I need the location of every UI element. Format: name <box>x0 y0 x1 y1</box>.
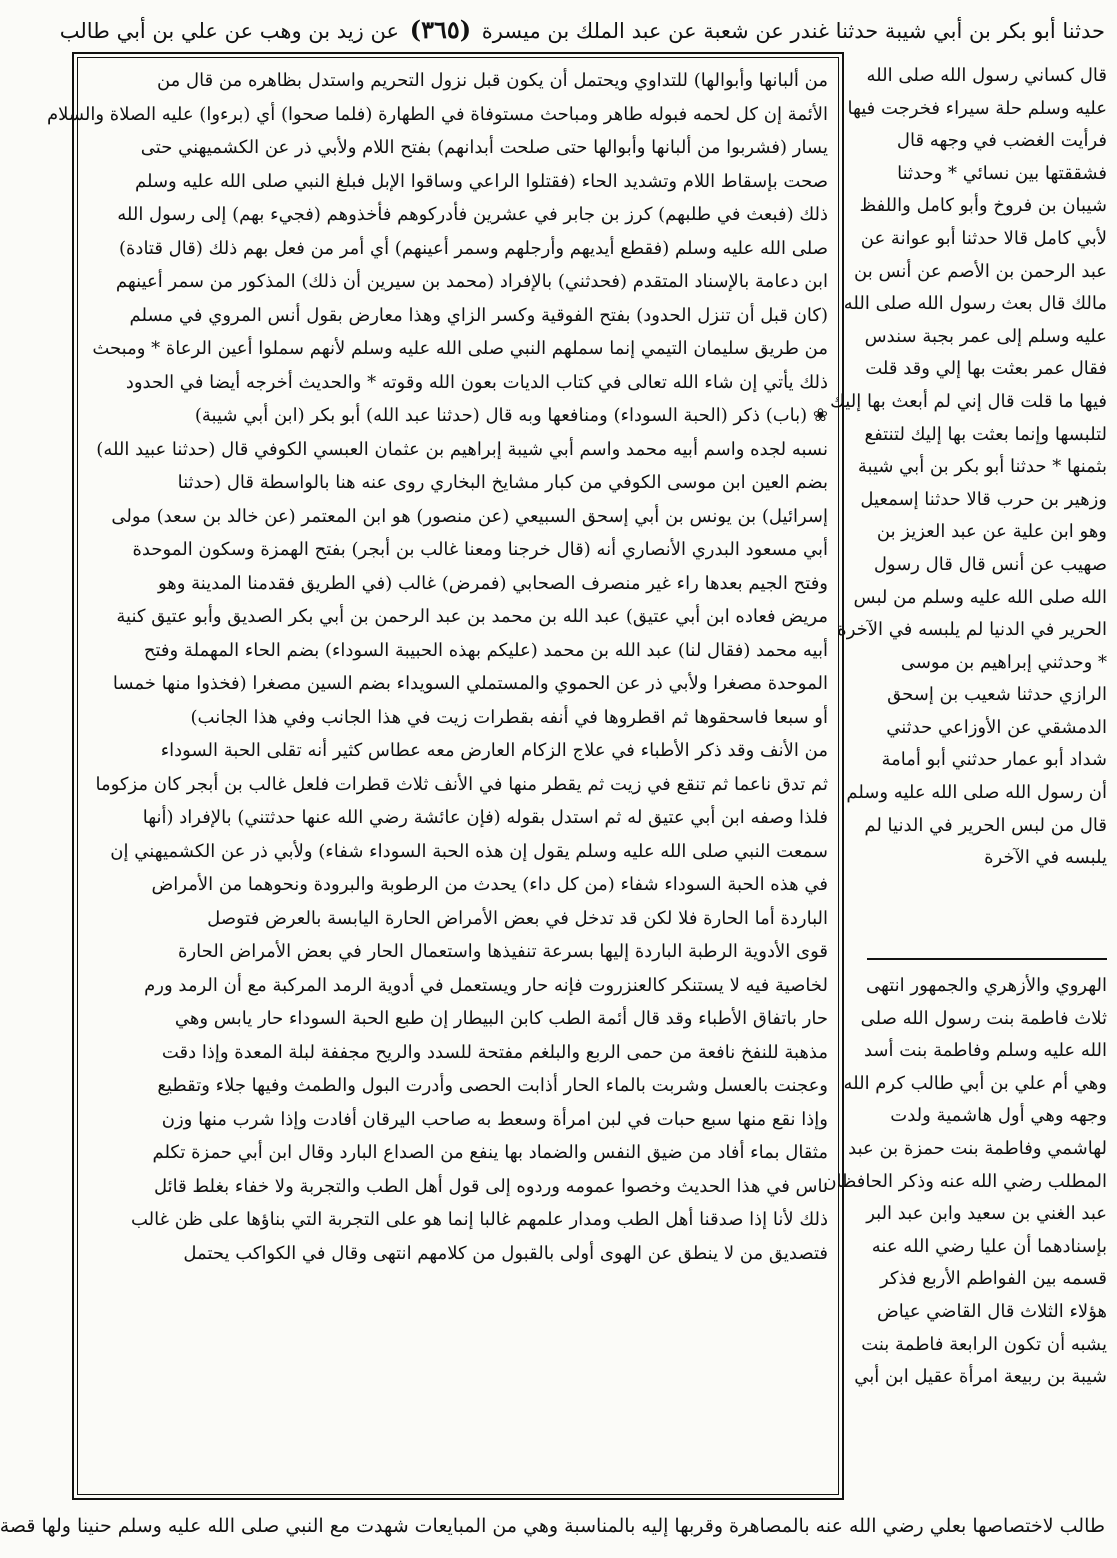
commentary-line: الأئمة إن كل لحمه فبوله طاهر ومباحث مستوفاة في الطهارة (فلما صحوا) أي (برءوا) عليه الصلاة والسلام <box>46 103 828 125</box>
note-line: عبد الغني بن سعيد وابن عبد البر <box>866 1203 1107 1225</box>
commentary-line: مثقال بماء أفاد من ضيق النفس والضماد بها ينفع من الصداع البارد وقال ابن أبي حمزة تكلم <box>152 1142 828 1163</box>
commentary-line: وفتح الجيم بعدها راء غير منصرف الصحابي (فمرض) غالب (في الطريق فقدمنا المدينة وهو <box>157 572 828 594</box>
commentary-line: ذلك (فبعث في طلبهم) كرز بن جابر في عشرين فأدركوهم فأخذوهم (فجيء بهم) إلى رسول الله <box>117 204 828 225</box>
commentary-line: من ألبانها وأبوالها) للتداوي ويحتمل أن يكون قبل نزول التحريم واستدل بظاهره من قال من <box>156 70 828 91</box>
commentary-line: ذلك لأنا إذا صدقنا أهل الطب ومدار علمهم غالبا إنما هو على التجربة التي بناؤها على ظن غالب <box>131 1209 828 1230</box>
column-divider <box>867 958 1107 960</box>
note-line: لهاشمي وفاطمة بنت حمزة بن عبد <box>848 1137 1107 1159</box>
commentary-line: إسرائيل) بن يونس بن أبي إسحق السبيعي (عن منصور) هو ابن المعتمر (عن خالد بن سعد) مولى <box>111 505 828 527</box>
hadith-line <box>867 875 1107 908</box>
note-line: ثلاث فاطمة بنت رسول الله صلى <box>860 1007 1107 1029</box>
commentary-line: سمعت النبي صلى الله عليه وسلم يقول إن هذه الحبة السوداء شفاء) ولأبي ذر عن الكشميهني إن <box>110 840 828 862</box>
commentary-line: ناس في هذا الحديث وخصوا عمومه وردوه إلى قول أهل الطب والتجربة ولا خفاء بغلط قائل <box>153 1175 828 1197</box>
commentary-line: ❀ (باب) ذكر (الحبة السوداء) ومنافعها وبه قال (حدثنا عبد الله) أبو بكر (ابن أبي شيبة) <box>194 405 828 426</box>
header-text-start: حدثنا أبو بكر بن أبي شيبة حدثنا غندر عن شعبة عن عبد الملك بن ميسرة <box>481 19 1105 43</box>
hadith-line: يلبسه في الآخرة <box>984 847 1107 869</box>
hadith-line: فيها ما قلت قال إني لم أبعث بها إليك <box>830 390 1107 412</box>
note-line: الهروي والأزهري والجمهور انتهى <box>865 975 1107 996</box>
commentary-line: وعجنت بالعسل وشربت بالماء الحار أذابت الحصى وأدرت البول والطمث وفيها جلاء وتقطيع <box>157 1075 828 1096</box>
commentary-line: صحت بإسقاط اللام وتشديد الحاء (فقتلوا الراعي وساقوا الإبل فبلغ النبي صلى الله عليه وسلم <box>135 170 828 192</box>
hadith-line: الله صلى الله عليه وسلم من لبس <box>853 586 1107 608</box>
commentary-line: من طريق سليمان التيمي إنما سملهم النبي صلى الله عليه وسلم لأنهم سملوا أعين الرعاة * ومبحث <box>92 338 828 359</box>
commentary-line: قوى الأدوية الرطبة الباردة إليها بسرعة تنفيذها واستعمال الحار في بعض الأمراض الحارة <box>178 941 828 962</box>
commentary-line: ثم تدق ناعما ثم تنقع في زيت ثم يقطر منها في الأنف ثلاث قطرات فلعل غالب بن أبجر كان مزكوما <box>95 773 828 795</box>
hadith-line: فقال عمر بعثت بها إلي وقد قلت <box>865 358 1107 380</box>
commentary-line: من الأنف وقد ذكر الأطباء في علاج الزكام العارض معه عطاس كثير أنه تقلى الحبة السوداء <box>160 740 828 761</box>
commentary-line <box>88 1337 828 1371</box>
hadith-line: أن رسول الله صلى الله عليه وسلم <box>846 782 1107 804</box>
commentary-text <box>46 57 839 1495</box>
hadith-line: وهو ابن علية عن عبد العزيز بن <box>876 521 1107 543</box>
commentary-line: وإذا نقع منها سبع حبات في لبن امرأة وسعط به صاحب اليرقان أفادت وإذا شرب منها وزن <box>161 1108 828 1130</box>
note-line: الله عليه وسلم وفاطمة بنت أسد <box>863 1040 1107 1062</box>
hadith-line: عليه وسلم إلى عمر بجبة سندس <box>864 325 1107 347</box>
hadith-line: قال كساني رسول الله صلى الله <box>866 65 1107 86</box>
commentary-line: ذلك يأتي إن شاء الله تعالى في كتاب الديات بعون الله وقوته * والحديث أخرجه أيضا في الحدود <box>125 371 828 393</box>
hadith-line: صهيب عن أنس قال قال رسول <box>873 553 1107 575</box>
commentary-line: يسار (فشربوا من ألبانها وأبوالها حتى صلحت أبدانهم) بفتح اللام ولأبي ذر عن الكشميهني حتى <box>140 137 828 158</box>
commentary-line: مريض فعاده ابن أبي عتيق) عبد الله بن محمد بن عبد الرحمن بن أبي بكر الصديق وأبو عتيق كنية <box>116 606 828 627</box>
commentary-line: (كان قبل أن تنزل الحدود) بفتح الفوقية وكسر الزاي وهذا معارض بقول أنس المروي في مسلم <box>129 304 828 326</box>
note-line: قسمه بين الفواطم الأربع فذكر <box>879 1268 1107 1290</box>
hadith-line: لأبي كامل قالا حدثنا أبو عوانة عن <box>860 227 1107 249</box>
bottom-continuation-line: طالب لاختصاصها بعلي رضي الله عنه بالمصاهرة وقربها إليه بالمناسبة وهي من المبايعات شهدت مع النبي صلى الله عليه وسلم حنينا ولها قصة <box>0 1515 1105 1537</box>
hadith-line: وزهير بن حرب قالا حدثنا إسمعيل <box>860 488 1107 510</box>
commentary-line: لخاصية فيه لا يستنكر كالعنزروت فإنه حار ويستعمل في أدوية الرمد المركبة مع أن الرمد ورم <box>144 974 828 996</box>
commentary-line: حار باتفاق الأطباء وقد قال أئمة الطب كابن البيطار إن طبع الحبة السوداء حار يابس وهي <box>174 1008 828 1029</box>
hadith-number: (٣٦٥) <box>409 15 472 44</box>
commentary-frame <box>46 52 844 1500</box>
hadith-line: عليه وسلم حلة سيراء فخرجت فيها <box>847 97 1107 119</box>
page-header <box>59 8 1105 52</box>
commentary-line <box>88 1404 828 1438</box>
note-line: وهي أم علي بن أبي طالب كرم الله <box>843 1072 1107 1094</box>
hadith-line: * وحدثني إبراهيم بن موسى <box>900 651 1107 673</box>
commentary-line: ابن دعامة بالإسناد المتقدم (فحدثني) بالإفراد (محمد بن سيرين أن ذلك) المذكور من سمر أعينهم <box>115 271 828 292</box>
commentary-line <box>88 1304 828 1338</box>
commentary-line: أو سبعا فاسحقوها ثم اقطروها في أنفه بقطرات زيت في هذا الجانب وفي هذا الجانب) <box>190 706 828 728</box>
commentary-line: في هذه الحبة السوداء شفاء (من كل داء) يحدث من الرطوبة والبرودة ونحوهما من الأمراض <box>151 874 828 895</box>
hadith-line: فرأيت الغضب في وجهه قال <box>896 130 1107 152</box>
commentary-line <box>88 1270 828 1304</box>
note-line: بإسنادهما أن عليا رضي الله عنه <box>871 1235 1107 1257</box>
commentary-line: فتصديق من لا ينطق عن الهوى أولى بالقبول من كلامهم انتهى وقال في الكواكب يحتمل <box>183 1242 828 1264</box>
hadith-line: قال من لبس الحرير في الدنيا لم <box>864 814 1107 836</box>
commentary-line: الباردة أما الحارة فلا لكن قد تدخل في بعض الأمراض الحارة اليابسة بالعرض فتوصل <box>207 907 828 929</box>
note-line: المطلب رضي الله عنه وذكر الحافظان <box>823 1170 1107 1192</box>
commentary-line: بضم العين ابن موسى الكوفي من كبار مشايخ البخاري روى عنه هنا بالواسطة قال (حدثنا <box>177 472 828 493</box>
note-line: شيبة بن ربيعة امرأة عقيل ابن أبي <box>854 1366 1107 1388</box>
hadith-line: شيبان بن فروخ وأبو كامل واللفظ <box>859 195 1107 217</box>
commentary-line <box>88 1371 828 1405</box>
note-line: وجهه وهي أول هاشمية ولدت <box>890 1105 1107 1127</box>
lower-notes-block <box>823 970 1107 1510</box>
commentary-line <box>88 1438 828 1472</box>
hadith-line: لتلبسها وإنما بعثت بها إليك لتنتفع <box>864 423 1107 445</box>
note-line <box>867 1394 1107 1427</box>
commentary-line: الموحدة مصغرا ولأبي ذر عن الحموي والمستملي السويداء بضم السين مصغرا (فخذوا منها خمسا <box>112 673 828 694</box>
commentary-line: نسبه لجده واسم أبيه محمد واسم أبي شيبة إبراهيم بن عثمان العبسي الكوفي قال (حدثنا عبيد الله) <box>96 438 828 460</box>
note-line: يشبه أن تكون الرابعة فاطمة بنت <box>861 1333 1107 1355</box>
commentary-line: صلى الله عليه وسلم (فقطع أيديهم وأرجلهم وسمر أعينهم) أي أمر من فعل بهم ذلك (قال قتادة) <box>118 237 828 259</box>
hadith-line: الدمشقي عن الأوزاعي حدثني <box>886 716 1107 738</box>
note-line: هؤلاء الثلاث قال القاضي عياض <box>877 1300 1107 1322</box>
commentary-line: أبي مسعود البدري الأنصاري أنه (قال خرجنا ومعنا غالب بن أبجر) بفتح الهمزة وسكون الموحدة <box>132 539 828 560</box>
hadith-line: الحرير في الدنيا لم يلبسه في الآخرة <box>837 619 1107 641</box>
hadith-line: بثمنها * حدثنا أبو بكر بن أبي شيبة <box>857 456 1107 478</box>
hadith-line: شداد أبو عمار حدثني أبو أمامة <box>881 749 1107 771</box>
header-text-end: عن زيد بن وهب عن علي بن أبي طالب <box>59 19 400 43</box>
hadith-text-block <box>830 60 1107 950</box>
commentary-line: فلذا وصفه ابن أبي عتيق له ثم استدل بقوله (فإن عائشة رضي الله عنها حدثتني) بالإفراد (أنها <box>142 807 828 828</box>
commentary-line: أبيه محمد (فقال لنا) عبد الله بن محمد (عليكم بهذه الحبيبة السوداء) بضم الحاء المهملة وفتح <box>143 639 828 661</box>
hadith-line: مالك قال بعث رسول الله صلى الله <box>843 293 1107 315</box>
hadith-line: الرازي حدثنا شعيب بن إسحق <box>887 684 1107 706</box>
commentary-line: مذهبة للنفخ نافعة من حمى الربع والبلغم مفتحة للسدد والريح مجففة لبلة المعدة وإذا دقت <box>161 1041 828 1063</box>
hadith-column <box>823 60 1107 1530</box>
hadith-line: عبد الرحمن بن الأصم عن أنس بن <box>854 260 1107 282</box>
hadith-line: فشققتها بين نسائي * وحدثنا <box>897 162 1107 184</box>
